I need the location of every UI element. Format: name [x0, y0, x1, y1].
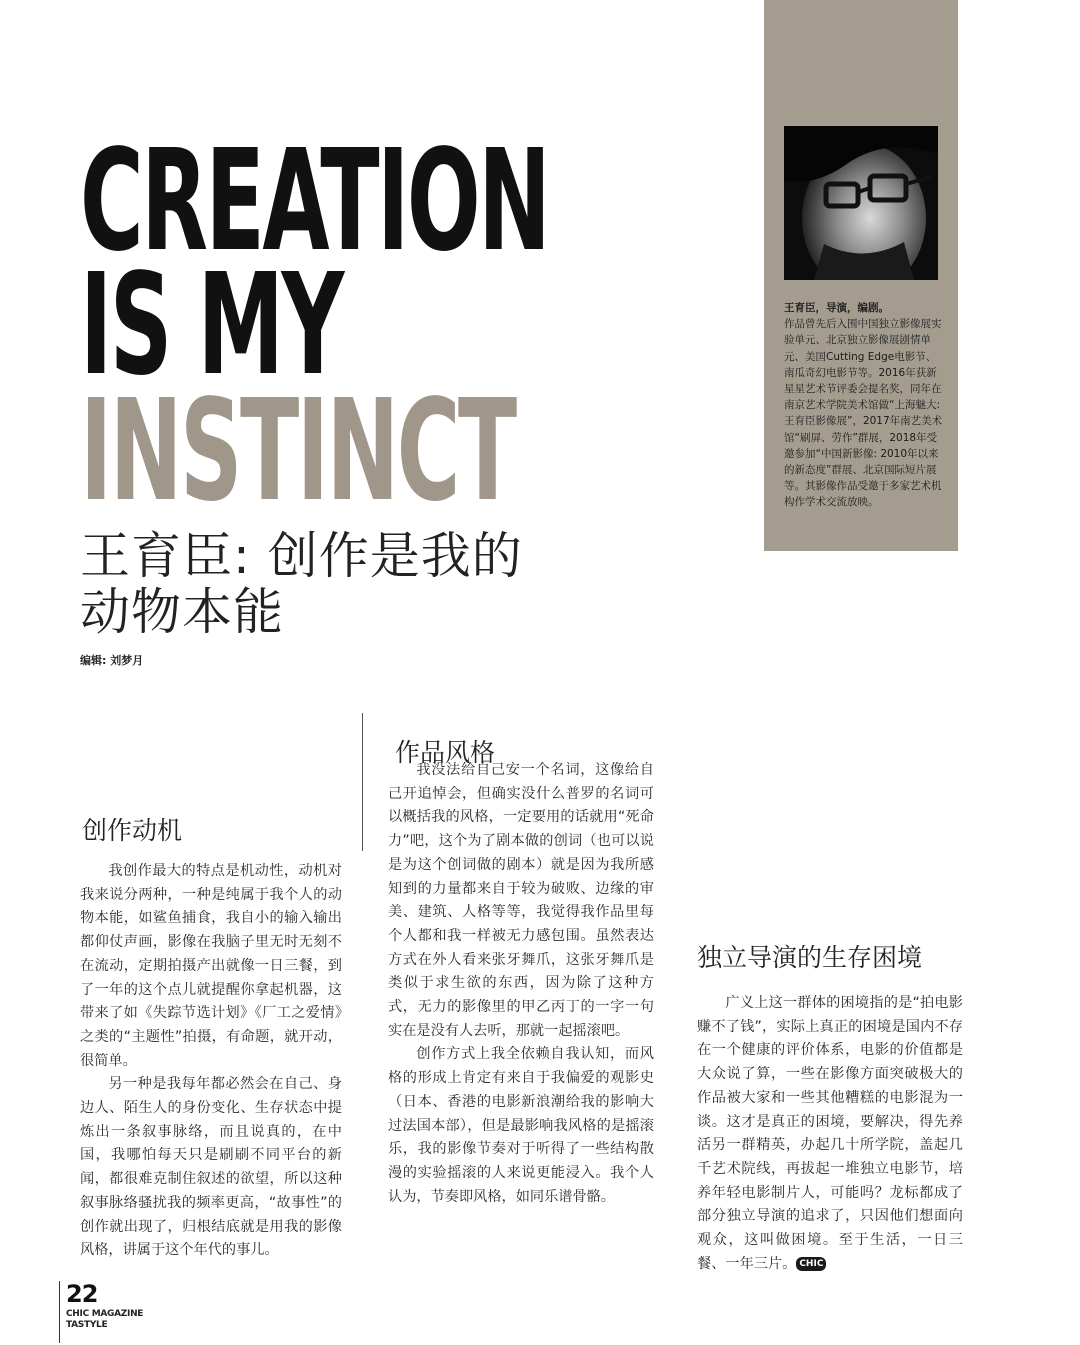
paragraph-text: 广义上这一群体的困境指的是“拍电影赚不了钱”，实际上真正的困境是国内不存在一个健康的评价体系，电影的价值都是大众说了算，一些在影像方面突破极大的作品被大家和一些其他糟糕的电影混为一谈。这才是真正的困境，要解决，得先养活另一群精英，办起几十所学院，盖起几千艺术院线，再拔起一堆独立电影节，培养年轻电影制片人，可能吗？龙标都成了部分独立导演的追求了，只因他们想面向观众，这叫做困境。至于生活，一日三餐、一年三片。 — [697, 995, 963, 1272]
paragraph: 我没法给自己安一个名词，这像给自己开追悼会，但确实没什么普罗的名词可以概括我的风格，一定要用的话就用“死命力”吧，这个为了剧本做的创词（也可以说是为这个创词做的剧本）就是因为我所感知到的力量都来自于较为破败、边缘的审美、建筑、人格等等，我觉得我作品里每个人都和我一样被无力感包围。虽然表达方式在外人看来张牙舞爪，这张牙舞爪是类似于求生欲的东西，因为除了这种方式，无力的影像里的甲乙丙丁的一字一句实在是没有人去听，那就一起摇滚吧。 — [388, 762, 654, 1039]
headline-line-1: CREATION — [80, 120, 549, 283]
column-divider — [362, 713, 363, 851]
bio-name: 王育臣，导演，编剧。 — [784, 302, 889, 314]
footer-rule — [59, 1281, 60, 1343]
magazine-name: CHIC MAGAZINE — [66, 1309, 144, 1319]
bio-sidebar — [764, 0, 958, 551]
editor-credit: 编辑: 刘梦月 — [80, 654, 144, 667]
paragraph — [697, 992, 963, 1276]
section-heading-style: 作品风格 — [395, 738, 496, 767]
article-column-1 — [80, 860, 342, 1263]
magazine-section: TASTYLE — [66, 1320, 108, 1330]
article-column-3 — [697, 992, 963, 1276]
magazine-footer — [66, 1309, 143, 1331]
paragraph: 创作方式上我全依赖自我认知，而风格的形成上肯定有来自于我偏爱的观影史（日本、香港的电影新浪潮给我的影响大过法国本部），但是最影响我风格的是摇滚乐，我的影像节奏对于听得了一些结构散漫的实验摇滚的人来说更能浸入。我个人认为，节奏即风格，如同乐谱骨骼。 — [388, 1046, 654, 1205]
paragraph: 我创作最大的特点是机动性，动机对我来说分两种，一种是纯属于我个人的动物本能，如鲨鱼捕食，我自小的输入输出都仰仗声画，影像在我脑子里无时无刻不在流动，定期拍摄产出就像一日三餐，到了一年的这个点儿就提醒你拿起机器，这带来了如《失踪节选计划》《厂工之爱情》之类的“主题性”拍摄，有命题，就开动，很简单。 — [80, 863, 342, 1069]
article-column-2 — [388, 759, 654, 1209]
section-heading-motivation: 创作动机 — [82, 816, 183, 845]
portrait-photo — [784, 126, 938, 280]
headline-line-3: INSTINCT — [80, 370, 515, 533]
end-mark-logo: CHIC — [796, 1257, 826, 1271]
chinese-title — [80, 528, 523, 640]
bio-text — [784, 300, 944, 511]
headline-line-2: IS MY — [80, 244, 342, 407]
bio-body: 作品曾先后入围中国独立影像展实验单元、北京独立影像展剧情单元、美国Cutting Edge电影节、南瓜奇幻电影节等。2016年获新星星艺术节评委会提名奖，同年在南京艺术学院美术馆做“上海魅大: 王育臣影像展”，2017年南艺美术馆“刷屏、劳作”群展，2018年受邀参加“中国新影像: 2010年以来的新态度”群展、北京国际短片展等。其影像作品受邀于多家艺术机构作学术交流放映。 — [784, 318, 943, 509]
portrait-image — [784, 126, 938, 280]
page-number: 22 — [66, 1280, 98, 1308]
chinese-title-line-2: 动物本能 — [80, 583, 284, 641]
chinese-title-line-1: 王育臣: 创作是我的 — [80, 527, 523, 585]
section-heading-struggle: 独立导演的生存困境 — [697, 943, 923, 972]
paragraph: 另一种是我每年都必然会在自己、身边人、陌生人的身份变化、生存状态中提炼出一条叙事脉络，而且说真的，在中国，我哪怕每天只是刷刷不同平台的新闻，都很难克制住叙述的欲望，所以这种叙事脉络骚扰我的频率更高，“故事性”的创作就出现了，归根结底就是用我的影像风格，讲属于这个年代的事儿。 — [80, 1076, 342, 1259]
